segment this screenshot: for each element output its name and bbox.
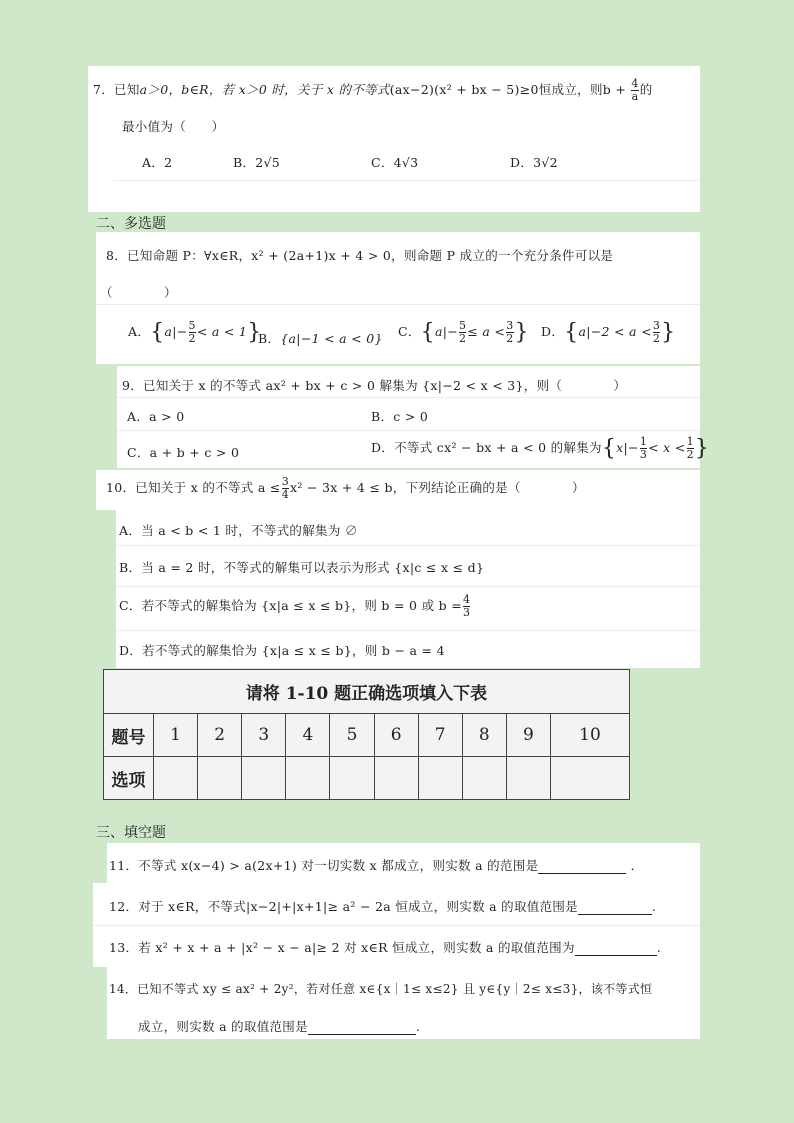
q8-stem-line2: （ ） [100,285,177,300]
q8-stem: 8．已知命题 P：∀x∈R，x² + (2a+1)x + 4 > 0，则命题 P 成立的一个充分条件可以是 [106,248,614,263]
section-heading-multi: 二、多选题 [96,216,166,232]
question-number-cell: 7 [418,714,462,757]
section-heading-fill: 三、填空题 [96,825,166,841]
q8-option-d: D．{a|−2 < a < $\frac{3}{2}$ } [541,319,676,345]
q8-option-b: B．{a|−1 < a < 0} [258,331,383,346]
q9-option-d: D．不等式 cx² − bx + a < 0 的解集为{x|− $\frac{1}{3}$ < x < $\frac{1}{2}$ } [371,435,710,461]
q10-option-c: C．若不等式的解集恰为 {x|a ≤ x ≤ b}，则 b = 0 或 b = $\frac{4}{3}$ [119,593,471,619]
question-number-cell: 10 [550,714,629,757]
question-number-cell: 8 [462,714,506,757]
q14: 14．已知不等式 xy ≤ ax² + 2y²，若对任意 x∈{x｜1≤ x≤2} 且 y∈{y｜2≤ x≤3}，该不等式恒 [109,982,653,996]
q7-stem: 7．已知a＞0，b∈R，若 x＞0 时，关于 x 的不等式(ax−2)(x² + bx − 5)≥0恒成立，则b + $\frac{4}{a}$ 的 [93,77,653,103]
q13-answer-blank[interactable] [575,940,657,956]
q11-answer-blank[interactable] [538,858,626,874]
q10-option-a: A．当 a < b < 1 时，不等式的解集为 ∅ [119,523,358,538]
answer-cell[interactable] [198,757,242,800]
question-number-cell: 5 [330,714,374,757]
q12-answer-blank[interactable] [578,899,652,915]
answer-table-row-label-number: 题号 [104,714,154,757]
q7-option-d: D．3√2 [510,155,558,170]
question-number-cell: 2 [198,714,242,757]
q9-option-a: A．a > 0 [127,409,185,424]
answer-cell[interactable] [330,757,374,800]
q14-answer-blank[interactable] [308,1019,416,1035]
answer-cell[interactable] [242,757,286,800]
q7-option-c: C．4√3 [371,155,419,170]
q10-option-d: D．若不等式的解集恰为 {x|a ≤ x ≤ b}，则 b − a = 4 [119,643,445,658]
question-number-cell: 4 [286,714,330,757]
answer-table-header: 请将 1-10 题正确选项填入下表 [104,670,630,714]
q7-stem-line2: 最小值为（ ） [122,119,225,134]
q10-stem: 10．已知关于 x 的不等式 a ≤ $\frac{3}{4}$ x² − 3x + 4 ≤ b，下列结论正确的是（ ） [106,475,585,501]
q13: 13．若 x² + x + a + |x² − x − a|≥ 2 对 x∈R 恒成立，则实数 a 的取值范围为 . [109,940,662,955]
question-number-cell: 6 [374,714,418,757]
answer-cell[interactable] [286,757,330,800]
q8-option-c: C．{a|− $\frac{5}{2}$ ≤ a < $\frac{3}{2}$ } [398,319,529,345]
q7-option-a: A．2 [142,155,173,170]
q14-line2: 成立，则实数 a 的取值范围是 . [138,1019,421,1034]
question-number-cell: 9 [506,714,550,757]
q9-option-c: C．a + b + c > 0 [127,445,240,460]
question-number-cell: 3 [242,714,286,757]
answer-cell[interactable] [154,757,198,800]
q9-option-b: B．c > 0 [371,409,429,424]
answer-cell[interactable] [462,757,506,800]
q9-stem: 9．已知关于 x 的不等式 ax² + bx + c > 0 解集为 {x|−2 < x < 3}，则（ ） [122,378,627,393]
answer-cell[interactable] [418,757,462,800]
q11: 11．不等式 x(x−4) > a(2x+1) 对一切实数 x 都成立，则实数 a 的范围是 ． [109,858,644,873]
answer-table-row-label-choice: 选项 [104,757,154,800]
answer-cell[interactable] [374,757,418,800]
q7-option-b: B．2√5 [233,155,281,170]
q10-option-b: B．当 a = 2 时，不等式的解集可以表示为形式 {x|c ≤ x ≤ d} [119,560,485,575]
q12: 12．对于 x∈R，不等式|x−2|+|x+1|≥ a² − 2a 恒成立，则实数 a 的取值范围是 . [109,899,657,914]
answer-cell[interactable] [550,757,629,800]
question-number-cell: 1 [154,714,198,757]
answer-table [103,669,630,800]
answer-cell[interactable] [506,757,550,800]
q8-option-a: A．{a|− $\frac{5}{2}$ < a < 1} [128,319,262,345]
